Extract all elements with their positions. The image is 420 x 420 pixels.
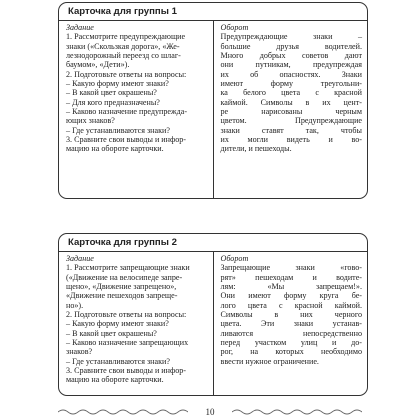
text-line: большие друзья водителей. <box>220 41 362 51</box>
text-line: они путникам, предупреждая <box>220 60 362 70</box>
text-line: знаков? <box>66 347 93 357</box>
card-group-2 <box>58 233 368 396</box>
text-line: рог, на которых необходимо <box>220 347 362 357</box>
back-text <box>221 32 363 153</box>
card-title: Карточка для группы 2 <box>68 237 177 248</box>
text-line: их об опасностях. Знаки <box>220 69 362 79</box>
text-line: Много добрых советов дают <box>220 51 362 61</box>
page-number: 10 <box>205 407 215 417</box>
text-line: имеют форму треугольни- <box>220 79 362 89</box>
task-heading: Задание <box>66 254 94 263</box>
back-heading: Оборот <box>220 23 249 32</box>
text-line: лям: «Мы запрещаем!». <box>220 282 362 292</box>
text-line: ливаются непосредственно <box>220 328 362 338</box>
text-line: – Где устанавливаются знаки? <box>66 356 170 366</box>
text-line: 1. Рассмотрите запрещающие знаки <box>66 263 190 273</box>
text-line: знаки ставят так, чтобы <box>220 125 362 135</box>
text-line: каймой. Символы в их цент- <box>220 97 362 107</box>
text-line: – Каково назначение предупрежда- <box>66 107 188 117</box>
text-line: 2. Подготовьте ответы на вопросы: <box>66 310 187 320</box>
text-line: мацию на обороте карточки. <box>66 144 164 154</box>
text-line: – Где устанавливаются знаки? <box>66 125 170 135</box>
task-heading: Задание <box>66 23 94 32</box>
text-line: – В какой цвет окрашены? <box>66 328 157 338</box>
text-line: знаки («Скользкая дорога», «Же- <box>66 41 180 51</box>
card-body <box>59 20 367 198</box>
text-line: цвета. Эти знаки устанав- <box>220 319 362 329</box>
text-line: 3. Сравните свои выводы и инфор- <box>66 366 186 376</box>
text-line: лого цвета с красной каймой. <box>220 300 362 310</box>
text-line: баумом», «Дети»). <box>66 60 130 70</box>
back-column <box>214 252 368 395</box>
text-line: – Для кого предназначены? <box>66 97 160 107</box>
text-line: дители, и пешеходы. <box>220 144 292 154</box>
task-text <box>66 263 208 384</box>
text-line: Запрещающие знаки «гово- <box>220 263 362 273</box>
text-line: Они имеют форму круга бе- <box>220 291 362 301</box>
text-line: рят» пешеходам и водите- <box>220 272 362 282</box>
text-line: щено», «Движение запрещено», <box>66 282 177 292</box>
back-column <box>214 21 368 198</box>
text-line: перед участком улиц и до- <box>220 338 362 348</box>
text-line: 1. Рассмотрите предупреждающие <box>66 32 186 42</box>
card-title: Карточка для группы 1 <box>68 6 177 17</box>
card-group-1 <box>58 2 368 199</box>
text-line: 2. Подготовьте ответы на вопросы: <box>66 69 187 79</box>
task-column <box>59 21 214 198</box>
text-line: – В какой цвет окрашены? <box>66 88 157 98</box>
text-line: ка белого цвета с красной <box>220 88 362 98</box>
back-text <box>221 263 363 366</box>
text-line: лезнодорожный переезд со шлаг- <box>66 51 181 61</box>
text-line: ре нарисованы черным <box>220 107 362 117</box>
text-line: Предупреждающие знаки – <box>220 32 362 42</box>
text-line: но»). <box>66 300 84 310</box>
text-line: – Каково назначение запрещающих <box>66 338 189 348</box>
text-line: ющих знаков? <box>66 116 115 126</box>
card-body <box>59 251 367 395</box>
text-line: цветом. Предупреждающие <box>220 116 362 126</box>
text-line: 3. Сравните свои выводы и инфор- <box>66 135 186 145</box>
text-line: – Какую форму имеют знаки? <box>66 79 169 89</box>
text-line: – Какую форму имеют знаки? <box>66 319 169 329</box>
text-line: мацию на обороте карточки. <box>66 375 164 385</box>
text-line: ввести нужное ограничение. <box>220 356 319 366</box>
text-line: Символы в них черного <box>220 310 362 320</box>
back-heading: Оборот <box>220 254 249 263</box>
decorative-wave-right <box>232 408 362 416</box>
task-column <box>59 252 214 395</box>
text-line: их могли видеть и во- <box>220 135 362 145</box>
text-line: «Движение пешеходов запреще- <box>66 291 178 301</box>
decorative-wave-left <box>58 408 188 416</box>
task-text <box>66 32 208 153</box>
text-line: («Движение на велосипеде запре- <box>66 272 183 282</box>
